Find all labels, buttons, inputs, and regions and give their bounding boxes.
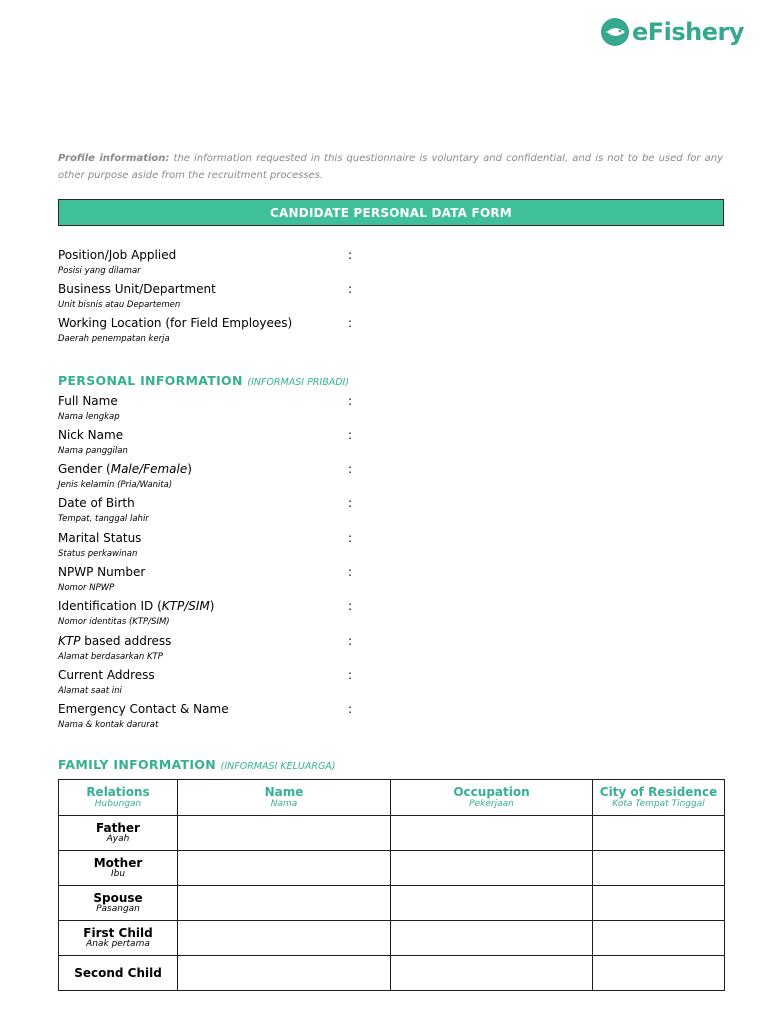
field-label: Position/Job Applied — [58, 248, 177, 262]
field-full-name[interactable] — [58, 393, 358, 423]
field-colon: : — [348, 668, 353, 682]
table-row — [59, 851, 725, 886]
field-gender[interactable] — [58, 461, 358, 491]
occupation-cell[interactable] — [391, 921, 593, 956]
field-label: Full Name — [58, 394, 118, 408]
field-sublabel: Alamat saat ini — [58, 686, 122, 696]
field-label: Identification ID (KTP/SIM) — [58, 599, 215, 613]
field-working-location[interactable] — [58, 315, 358, 345]
family-info-title: FAMILY INFORMATION — [58, 757, 216, 772]
field-colon: : — [348, 462, 353, 476]
field-colon: : — [348, 565, 353, 579]
field-colon: : — [348, 531, 353, 545]
field-colon: : — [348, 248, 353, 262]
field-colon: : — [348, 316, 353, 330]
family-table — [58, 779, 725, 991]
field-colon: : — [348, 282, 353, 296]
column-header-occupation: Occupation Pekerjaan — [391, 780, 593, 816]
field-sublabel: Alamat berdasarkan KTP — [58, 652, 163, 662]
field-label: Marital Status — [58, 531, 142, 545]
table-row — [59, 956, 725, 991]
field-colon: : — [348, 428, 353, 442]
field-position-applied[interactable] — [58, 247, 358, 277]
field-nick-name[interactable] — [58, 427, 358, 457]
family-info-subtitle: (INFORMASI KELUARGA) — [220, 761, 336, 772]
occupation-cell[interactable] — [391, 956, 593, 991]
personal-info-heading — [58, 373, 349, 388]
field-colon: : — [348, 599, 353, 613]
field-sublabel: Status perkawinan — [58, 549, 138, 559]
field-label: NPWP Number — [58, 565, 146, 579]
field-sublabel: Unit bisnis atau Departemen — [58, 300, 181, 310]
column-header-relations: Relations Hubungan — [59, 780, 178, 816]
field-sublabel: Tempat, tanggal lahir — [58, 514, 149, 524]
field-npwp-number[interactable] — [58, 564, 358, 594]
field-colon: : — [348, 394, 353, 408]
field-colon: : — [348, 496, 353, 510]
field-ktp-address[interactable] — [58, 633, 358, 663]
name-cell[interactable] — [178, 956, 391, 991]
field-date-of-birth[interactable] — [58, 495, 358, 525]
relation-cell: Mother Ibu — [59, 851, 178, 886]
table-row — [59, 886, 725, 921]
city-cell[interactable] — [593, 886, 725, 921]
field-sublabel: Jenis kelamin (Pria/Wanita) — [58, 480, 173, 490]
field-label: Emergency Contact & Name — [58, 702, 229, 716]
column-header-city: City of Residence Kota Tempat Tinggal — [593, 780, 725, 816]
field-label: Gender (Male/Female) — [58, 462, 192, 476]
field-sublabel: Nama lengkap — [58, 412, 120, 422]
field-label: Current Address — [58, 668, 155, 682]
field-current-address[interactable] — [58, 667, 358, 697]
personal-info-subtitle: (INFORMASI PRIBADI) — [247, 377, 350, 388]
field-colon: : — [348, 634, 353, 648]
name-cell[interactable] — [178, 851, 391, 886]
field-label: Business Unit/Department — [58, 282, 216, 296]
name-cell[interactable] — [178, 921, 391, 956]
profile-info-lead: Profile information: — [58, 153, 170, 164]
table-header-row — [59, 780, 725, 816]
field-sublabel: Nomor NPWP — [58, 583, 115, 593]
field-sublabel: Nomor identitas (KTP/SIM) — [58, 617, 170, 627]
field-marital-status[interactable] — [58, 530, 358, 560]
field-label: KTP based address — [58, 634, 172, 648]
profile-info-text: the information requested in this questionnaire is voluntary and confidential, and is not to be used for any other purpose aside from the recruitment processes. — [58, 153, 724, 181]
field-label: Working Location (for Field Employees) — [58, 316, 293, 330]
field-label: Date of Birth — [58, 496, 135, 510]
relation-cell: Second Child — [59, 956, 178, 991]
occupation-cell[interactable] — [391, 886, 593, 921]
relation-cell: First Child Anak pertama — [59, 921, 178, 956]
field-sublabel: Daerah penempatan kerja — [58, 334, 170, 344]
profile-info-note — [58, 150, 723, 184]
field-sublabel: Posisi yang dilamar — [58, 266, 141, 276]
city-cell[interactable] — [593, 921, 725, 956]
column-header-name: Name Nama — [178, 780, 391, 816]
name-cell[interactable] — [178, 886, 391, 921]
form-title-banner: CANDIDATE PERSONAL DATA FORM — [58, 199, 724, 226]
efishery-logo — [600, 17, 744, 47]
field-colon: : — [348, 702, 353, 716]
fish-logo-icon — [600, 17, 630, 47]
field-identification-id[interactable] — [58, 598, 358, 628]
occupation-cell[interactable] — [391, 816, 593, 851]
brand-name: eFishery — [632, 18, 745, 46]
personal-info-title: PERSONAL INFORMATION — [58, 373, 243, 388]
table-row — [59, 816, 725, 851]
field-business-unit[interactable] — [58, 281, 358, 311]
occupation-cell[interactable] — [391, 851, 593, 886]
name-cell[interactable] — [178, 816, 391, 851]
family-info-heading — [58, 757, 336, 772]
relation-cell: Father Ayah — [59, 816, 178, 851]
city-cell[interactable] — [593, 816, 725, 851]
field-label: Nick Name — [58, 428, 124, 442]
field-sublabel: Nama & kontak darurat — [58, 720, 159, 730]
relation-cell: Spouse Pasangan — [59, 886, 178, 921]
city-cell[interactable] — [593, 956, 725, 991]
field-emergency-contact[interactable] — [58, 701, 358, 731]
table-row — [59, 921, 725, 956]
field-sublabel: Nama panggilan — [58, 446, 128, 456]
city-cell[interactable] — [593, 851, 725, 886]
